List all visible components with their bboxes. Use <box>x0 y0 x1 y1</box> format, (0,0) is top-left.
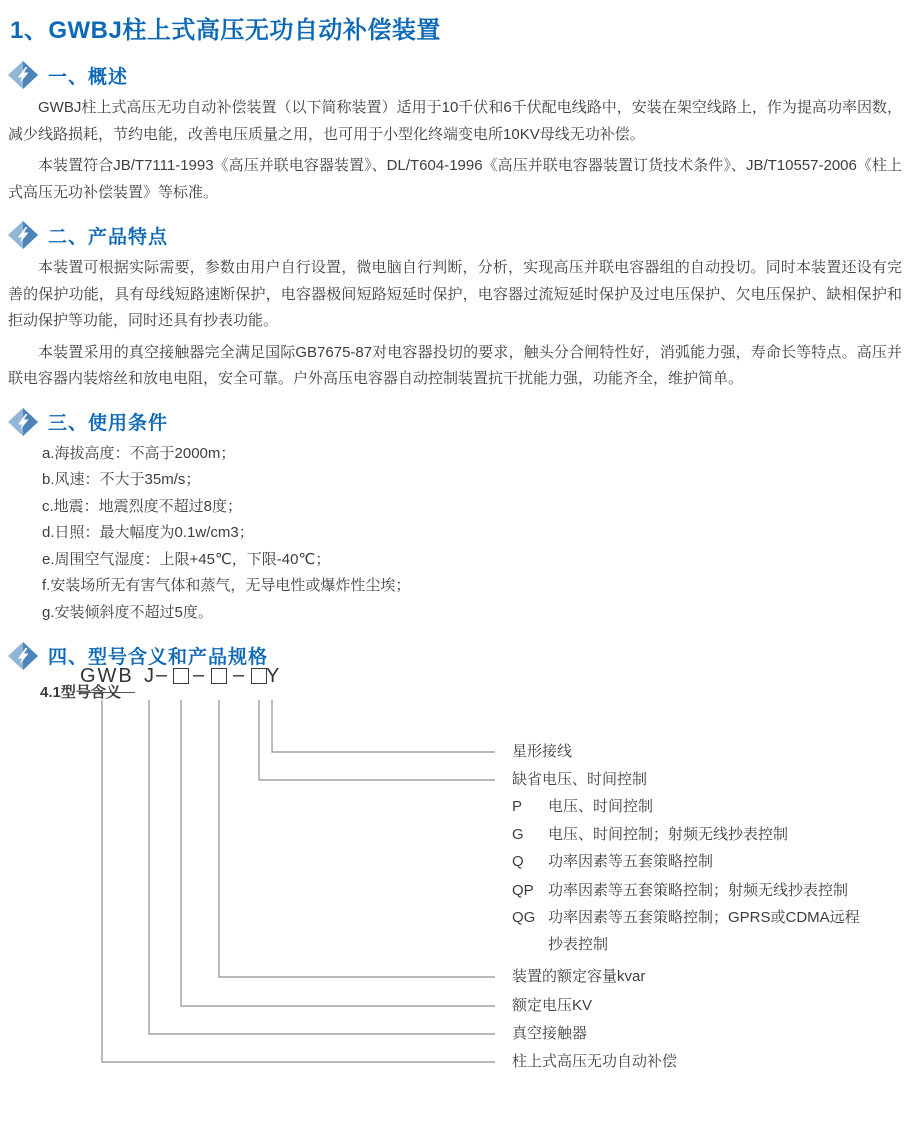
option-row <box>512 908 860 928</box>
option-desc-wrap: 抄表控制 <box>548 936 609 953</box>
section-title: 三、使用条件 <box>48 413 169 434</box>
condition-item: b.风速：不大于35m/s； <box>42 471 201 489</box>
model-dash: – <box>233 664 245 686</box>
option-desc: 电压、时间控制 <box>548 798 654 815</box>
model-suffix: Y <box>266 665 280 687</box>
section-title: 一、概述 <box>48 66 129 88</box>
page-title: 1、GWBJ柱上式高压无功自动补偿装置 <box>10 17 441 44</box>
option-code: Q <box>512 853 524 870</box>
connector-line-rated-capacity <box>219 700 495 977</box>
option-row <box>512 825 788 845</box>
model-placeholder-box <box>251 668 267 684</box>
model-placeholder-box <box>173 668 189 684</box>
model-subtitle: 4.1型号含义 <box>40 683 121 701</box>
option-row <box>512 881 848 901</box>
section-header-conditions <box>8 407 910 437</box>
option-row <box>512 797 653 817</box>
paragraph: 本装置符合JB/T7111-1993《高压并联电容器装置》、DL/T604-1996《高压并联电容器装置订货技术条件》、JB/T10557-2006《柱上式高压无功补偿装置》等标准。 <box>8 157 902 201</box>
model-letter: J <box>144 665 154 687</box>
option-row <box>512 852 713 872</box>
diagram-label-default-control: 缺省电压、时间控制 <box>512 771 648 788</box>
connector-line-pole-mounted <box>102 700 495 1062</box>
condition-item: f.安装场所无有害气体和蒸气，无导电性或爆炸性尘埃； <box>42 577 411 595</box>
option-desc: 电压、时间控制；射频无线抄表控制 <box>548 826 789 843</box>
model-placeholder-box <box>211 668 227 684</box>
condition-item: c.地震：地震烈度不超过8度； <box>42 497 243 515</box>
model-prefix: GWB <box>79 663 135 693</box>
option-desc: 功率因素等五套策略控制；GPRS或CDMA远程 <box>548 909 860 926</box>
section-title: 二、产品特点 <box>48 226 169 248</box>
section-header-overview <box>8 60 910 90</box>
diagram-label-pole-mounted: 柱上式高压无功自动补偿 <box>512 1053 678 1070</box>
option-code: G <box>512 826 524 843</box>
option-desc: 功率因素等五套策略控制 <box>548 853 714 870</box>
option-code: QG <box>512 909 536 926</box>
connector-line-rated-voltage <box>181 700 495 1006</box>
lightning-diamond-icon <box>8 408 38 436</box>
lightning-diamond-icon-svg <box>8 408 38 436</box>
lightning-diamond-icon <box>8 221 38 249</box>
lightning-diamond-icon-svg <box>8 61 38 89</box>
section-header-features <box>8 220 910 250</box>
diagram-label-vacuum-contactor: 真空接触器 <box>512 1025 588 1042</box>
connector-line-star-wiring <box>272 700 495 752</box>
section-title: 四、型号含义和产品规格 <box>48 647 269 669</box>
condition-item: a.海拔高度：不高于2000m； <box>42 444 236 462</box>
paragraph: GWBJ柱上式高压无功自动补偿装置（以下简称装置）适用于10千伏和6千伏配电线路中，安装在架空线路上，作为提高功率因数，减少线路损耗，节约电能，改善电压质量之用，也可用于小型化终端变电所10KV母线无功补偿。 <box>8 99 902 143</box>
diagram-label-rated-voltage: 额定电压KV <box>512 997 593 1014</box>
lightning-diamond-icon-svg <box>8 221 38 249</box>
option-code: QP <box>512 882 534 899</box>
connector-line-default-control <box>259 700 495 780</box>
conditions-list <box>42 441 910 627</box>
condition-item: e.周围空气湿度：上限+45℃，下限-40℃； <box>42 550 331 568</box>
condition-item: d.日照：最大幅度为0.1w/cm3； <box>42 524 254 542</box>
paragraph: 本装置可根据实际需要，参数由用户自行设置，微电脑自行判断，分析，实现高压并联电容器组的自动投切。同时本装置还设有完善的保护功能，具有母线短路速断保护，电容器极间短路短延时保护，电容器过流短延时保护及过电压保护、欠电压保护、缺相保护和拒动保护等功能，同时还具有抄表功能。 <box>8 259 902 329</box>
diagram-label-rated-capacity: 装置的额定容量kvar <box>512 968 646 985</box>
lightning-diamond-icon <box>8 61 38 89</box>
condition-item: g.安装倾斜度不超过5度。 <box>42 604 213 622</box>
paragraph: 本装置采用的真空接触器完全满足国际GB7675-87对电容器投切的要求，触头分合闸特性好，消弧能力强，寿命长等特点。高压并联电容器内装熔丝和放电电阻，安全可靠。户外高压电容器自动控制装置抗干扰能力强，功能齐全，维护简单。 <box>8 343 902 387</box>
model-dash: – <box>156 664 168 686</box>
model-dash: – <box>193 664 205 686</box>
option-desc: 功率因素等五套策略控制；射频无线抄表控制 <box>548 882 849 899</box>
connector-line-vacuum-contactor <box>149 700 495 1034</box>
model-designation-diagram <box>0 645 910 1125</box>
option-code: P <box>512 798 523 815</box>
diagram-label-star-wiring: 星形接线 <box>512 743 573 760</box>
